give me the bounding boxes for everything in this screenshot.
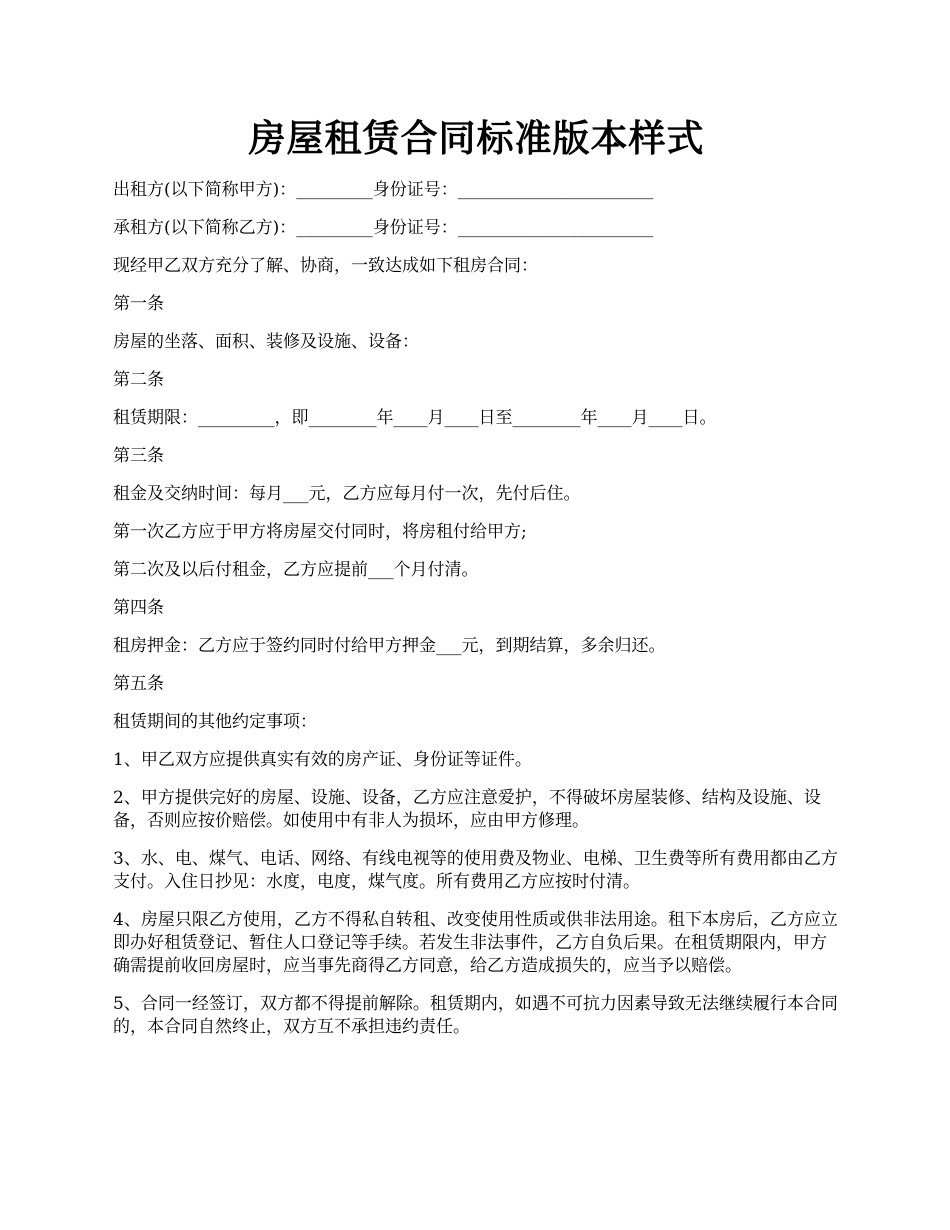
article-3-heading: 第三条 xyxy=(113,446,164,466)
article-4-heading: 第四条 xyxy=(113,598,164,618)
paragraph-agreement-intro: 现经甲乙双方充分了解、协商，一致达成如下租房合同： xyxy=(113,256,538,276)
document-page xyxy=(113,110,840,1054)
clause-1: 1、甲乙双方应提供真实有效的房产证、身份证等证件。 xyxy=(113,750,532,770)
article-4-body: 租房押金：乙方应于签约同时付给甲方押金___元，到期结算，多余归还。 xyxy=(113,636,666,656)
article-2-body: 租赁期限：_________，即________年____月____日至________年____月____日。 xyxy=(113,408,717,428)
clause-5: 5、合同一经签订，双方都不得提前解除。租赁期内，如遇不可抗力因素导致无法继续履行本合同的，本合同自然终止，双方互不承担违约责任。 xyxy=(113,994,838,1037)
document-title: 房屋租赁合同标准版本样式 xyxy=(248,116,705,160)
article-5-intro: 租赁期间的其他约定事项： xyxy=(113,712,317,732)
clause-4: 4、房屋只限乙方使用，乙方不得私自转租、改变使用性质或供非法用途。租下本房后，乙方应立即办好租赁登记、暂住人口登记等手续。若发生非法事件，乙方自负后果。在租赁期限内，甲方确需提前收回房屋时，应当事先商得乙方同意，给乙方造成损失的，应当予以赔偿。 xyxy=(113,910,838,976)
clause-2: 2、甲方提供完好的房屋、设施、设备，乙方应注意爱护，不得破坏房屋装修、结构及设施、设备，否则应按价赔偿。如使用中有非人为损坏，应由甲方修理。 xyxy=(113,788,821,831)
article-5-heading: 第五条 xyxy=(113,674,164,694)
article-1-heading: 第一条 xyxy=(113,294,164,314)
article-3-body-rent: 租金及交纳时间：每月___元，乙方应每月付一次，先付后住。 xyxy=(113,484,581,504)
paragraph-lessee: 承租方(以下简称乙方)：_________身份证号：_______________________ xyxy=(113,218,654,238)
article-3-body-later-payment: 第二次及以后付租金，乙方应提前___个月付清。 xyxy=(113,560,479,580)
paragraph-lessor: 出租方(以下简称甲方)：_________身份证号：_______________________ xyxy=(113,180,654,200)
article-3-body-first-payment: 第一次乙方应于甲方将房屋交付同时，将房租付给甲方; xyxy=(113,522,527,542)
clause-3: 3、水、电、煤气、电话、网络、有线电视等的使用费及物业、电梯、卫生费等所有费用都由乙方支付。入住日抄见：水度，电度，煤气度。所有费用乙方应按时付清。 xyxy=(113,849,838,892)
article-1-body: 房屋的坐落、面积、装修及设施、设备： xyxy=(113,332,419,352)
article-2-heading: 第二条 xyxy=(113,370,164,390)
